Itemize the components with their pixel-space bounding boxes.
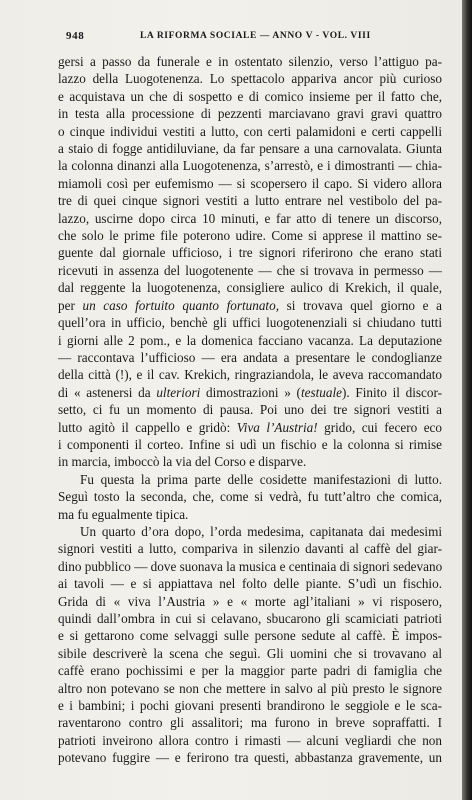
italic-fragment: un caso fortuito quanto fortunato, [82,297,279,313]
body-text [58,53,442,767]
text-line: — raccontava l’ufficioso — era andata a presentare le condoglianze [58,349,442,365]
text-fragment: si trovava quel giorno e a [279,297,442,313]
text-line [58,384,442,401]
text-line: in testa alla processione di pezzenti marciavano gravi gravi quattro [58,106,442,122]
text-line: setto, ci fu un momento di pausa. Poi uno dei tre signori vestiti a [58,402,442,418]
running-head: LA RIFORMA SOCIALE — ANNO V - VOL. VIII [140,31,371,41]
page-number: 948 [66,30,85,42]
text-line [58,297,442,314]
text-fragment: lutto agitò il cappello e gridò: [58,419,237,435]
text-fragment: grido, cui fecero eco [317,419,442,435]
text-line: signori vestiti a lutto, compariva in silenzio davanti al caffè del giar- [58,541,442,557]
text-fragment: dimostrazioni » ( [200,384,301,400]
text-line: Fu questa la prima parte delle cosidette manifestazioni di lutto. [80,471,442,487]
page-header [66,30,442,46]
italic-fragment: ulteriori [156,384,201,400]
text-line: potevano fuggire — e ferirono tra questi, abbastanza gravemente, un [58,750,442,766]
text-line: lazzo della Luogotenenza. Lo spettacolo appariva ancor più curioso [58,71,442,87]
text-line: patrioti inveirono allora contro i rimasti — alcuni vegliardi che non [58,732,442,748]
text-line: della città (!), e il cav. Krekich, ringraziandola, le aveva raccomandato [58,367,442,383]
text-line: che solo le prime file poterono udire. Come si apprese il mattino se- [58,228,442,244]
paragraph-3 [58,523,442,767]
text-line: Un quarto d’ora dopo, l’orda medesima, capitanata dai medesimi [80,523,442,539]
text-line: in marcia, imboccò la via del Corso e disparve. [58,454,307,470]
text-line: raventarono contro gli assalitori; ma furono in breve sopraffatti. I [58,715,442,731]
text-line: Seguì tosto la seconda, che, come si vedrà, fu tutt’altro che comica, [58,489,442,505]
text-line: ricevuti in assenza del luogotenente — che si trovava in permesso — [58,262,442,278]
text-line: i giorni alle 2 pom., e la domenica facciano vacanza. La deputazione [58,332,442,348]
text-line: dal reggente la luogotenenza, consigliere aulico di Krekich, il quale, [58,280,442,296]
text-line: e acquistava un che di sospetto e di comico insieme per il fatto che, [58,88,442,104]
text-line: e si gettarono come selvaggi sulle persone sedute al caffè. È impos- [58,628,442,644]
text-line: guente dal giornale ufficioso, i tre signori riferirono che erano stati [58,245,442,261]
paragraph-2 [58,471,442,523]
text-line: e i bambini; i pochi giovani presenti brandirono le seggiole e le sca- [58,698,442,714]
text-line [58,419,442,436]
text-line: ma fu egualmente tipica. [58,506,189,522]
text-line: la colonna dinanzi alla Luogotenenza, s’arrestò, e i dimostranti — chia- [58,158,442,174]
text-line: miamoli così per eufemismo — si scopersero il capo. Si videro allora [58,175,442,191]
text-line: altro non potevano se non che mettere in salvo al più presto le signore [58,680,442,696]
book-binding-edge [462,0,472,800]
text-line: quell’ora in ufficio, benchè gli uffici luogotenenziali si chiudano tutti [58,315,442,331]
text-line: ai tavoli — e si appiattava nel folto delle piante. S’udì un fischio. [58,576,442,592]
text-line: dino pubblico — dove suonava la musica e centinaia di signori sedevano [58,558,442,574]
text-line: sibile descriverè la scena che seguì. Gli uomini che si trovavano al [58,645,442,661]
text-line: a staio di fogge antidiluviane, da far pensare a una carnovalata. Giunta [58,141,442,157]
text-fragment: di « astenersi da [58,384,157,400]
text-line: caffè erano pochissimi e per la maggior parte padri di famiglia che [58,663,442,679]
italic-fragment: Viva l’Austria! [236,419,318,435]
text-line: Grida di « viva l’Austria » e « morte agl’italiani » vi risposero, [58,593,442,609]
text-line: i componenti il corteo. Infine si udì un fischio e la colonna si rimise [58,436,442,452]
text-line: gersi a passo da funerale e in ostentato silenzio, verso l’attiguo pa- [58,54,442,69]
text-line: tre di quei cinque signori vestiti a lutto entrare nel vestibolo del pa- [58,193,442,209]
text-line: lazzo, uscirne dopo circa 10 minuti, e far atto di tenere un discorso, [58,210,442,226]
text-line: o cinque individui vestiti a lutto, con certi palamidoni e certi cappelli [58,123,442,139]
text-line: quindi dall’ombra in cui si celavano, sbucarono gli scamiciati patrioti [58,611,442,626]
paragraph-1 [58,53,442,471]
text-fragment: ). Finito il discor- [341,384,442,400]
italic-fragment: testuale [300,384,342,400]
text-fragment: per [58,297,83,313]
